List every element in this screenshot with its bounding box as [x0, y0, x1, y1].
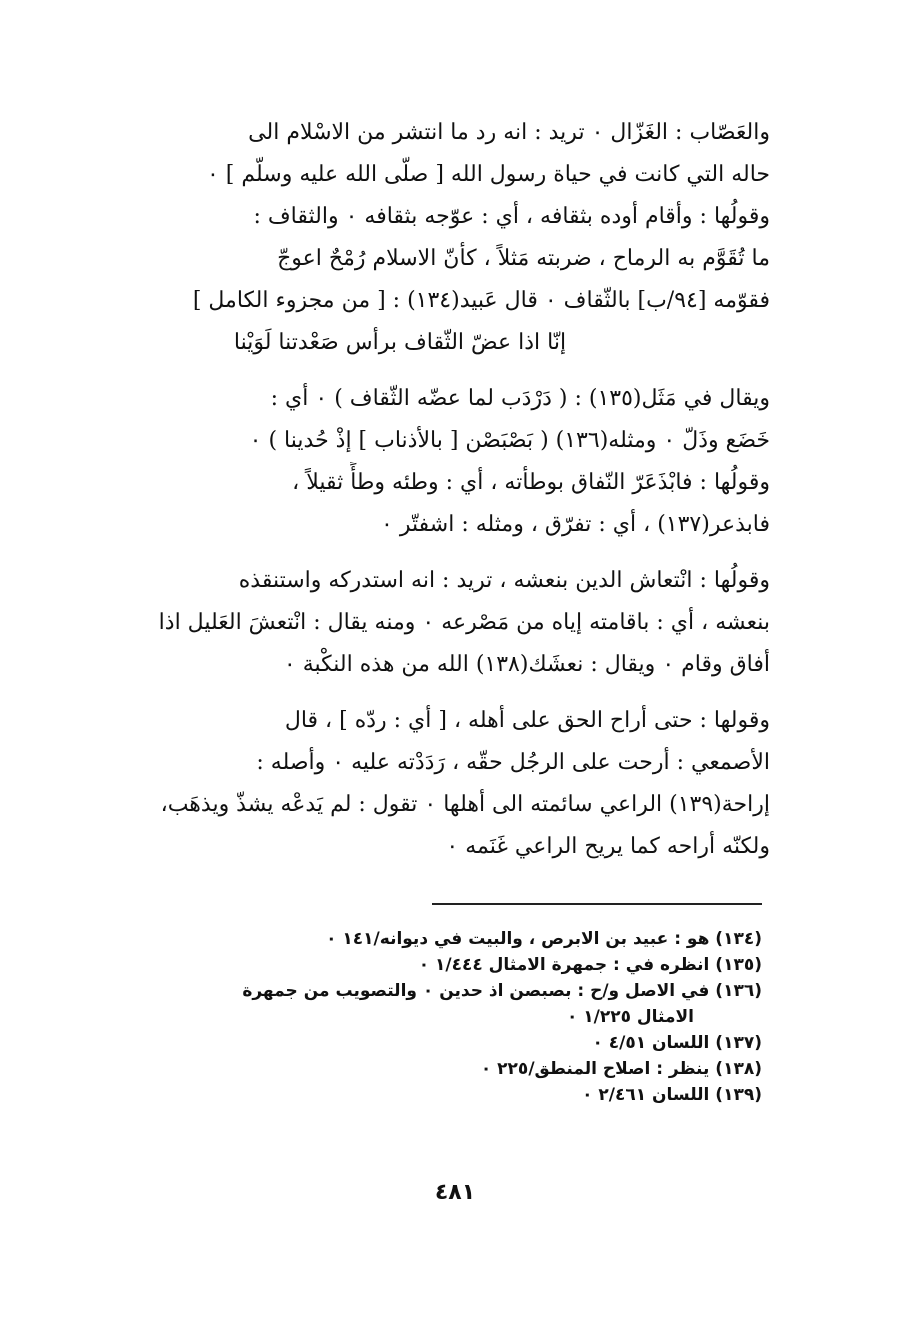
text-line: فقوّمه [٩٤/ب] بالثّقاف ٠ قال عَبيد(١٣٤) : [ من مجزوء الكامل ] — [192, 288, 770, 313]
text-line: حاله التي كانت في حياة رسول الله [ صلّى الله عليه وسلّم ] ٠ — [206, 162, 770, 187]
footnote-138: (١٣٨) ينظر : اصلاح المنطق/٢٢٥ ٠ — [480, 1059, 762, 1079]
paragraph-4 — [100, 462, 770, 546]
paragraph-3 — [100, 378, 770, 462]
text-line: فابذعر(١٣٧) ، أي : تفرّق ، ومثله : اشفتّر ٠ — [381, 512, 770, 537]
page-number: ٤٨١ — [434, 1180, 476, 1205]
main-text — [100, 112, 770, 868]
footnote-136-continuation: الامثال ١/٢٢٥ ٠ — [566, 1007, 694, 1027]
text-line: ويقال في مَثَل(١٣٥) : ( دَرْدَب لما عضّه الثّقاف ) ٠ أي : — [270, 386, 770, 411]
paragraph-6 — [100, 700, 770, 868]
footnote-134: (١٣٤) هو : عبيد بن الابرص ، والبيت في ديوانه/١٤١ ٠ — [326, 929, 762, 949]
paragraph-2 — [100, 196, 770, 364]
text-line: وقولُها : انْتعاش الدين بنعشه ، تريد : انه استدركه واستنقذه — [238, 568, 770, 593]
text-line: الأصمعي : أرحت على الرجُل حقّه ، رَدَدْته عليه ٠ وأصله : — [256, 750, 770, 775]
text-line: ما تُقَوَّم به الرماح ، ضربته مَثلاً ، كأنّ الاسلام رُمْحٌ اعوجّ — [277, 246, 770, 271]
text-line: وقولها : حتى أراح الحق على أهله ، [ أي : ردّه ] ، قال — [284, 708, 770, 733]
text-line: والعَصّاب : الغَزّال ٠ تريد : انه رد ما انتشر من الاسْلام الى — [248, 120, 770, 145]
poetry-verse: إنّا اذا عضّ الثّقاف برأس صَعْدتنا لَوَيْنا — [233, 330, 567, 355]
footnote-139: (١٣٩) اللسان ٢/٤٦١ ٠ — [582, 1085, 762, 1105]
paragraph-5 — [100, 560, 770, 686]
footnote-135: (١٣٥) انظره في : جمهرة الامثال ١/٤٤٤ ٠ — [418, 955, 762, 975]
text-line: ولكنّه أراحه كما يريح الراعي غَنَمه ٠ — [446, 834, 770, 859]
paragraph-1 — [100, 112, 770, 196]
footnote-divider — [432, 903, 762, 905]
text-line: بنعشه ، أي : باقامته إياه من مَصْرعه ٠ ومنه يقال : انْتعشَ العَليل اذا — [158, 610, 770, 635]
footnotes — [82, 926, 762, 1108]
footnote-136: (١٣٦) في الاصل و/ح : بصبصن اذ حدين ٠ والتصويب من جمهرة — [242, 981, 762, 1001]
text-line: أفاق وقام ٠ ويقال : نعشَك(١٣٨) الله من هذه النكْبة ٠ — [283, 652, 770, 677]
text-line: وقولُها : وأقام أوده بثقافه ، أي : عوّجه بثقافه ٠ والثقاف : — [253, 204, 770, 229]
footnote-137: (١٣٧) اللسان ٤/٥١ ٠ — [592, 1033, 762, 1053]
text-line: وقولُها : فابْذَعَرّ النّفاق بوطأته ، أي : وطئه وطأً ثقيلاً ، — [292, 470, 770, 495]
text-line: خَضَع وذَلّ ٠ ومثله(١٣٦) ( بَصْبَصْن [ بالأذناب ] إذْ حُدينا ) ٠ — [249, 428, 770, 453]
text-line: إراحة(١٣٩) الراعي سائمته الى أهلها ٠ تقول : لم يَدعْه يشذّ ويذهَب، — [160, 792, 770, 817]
